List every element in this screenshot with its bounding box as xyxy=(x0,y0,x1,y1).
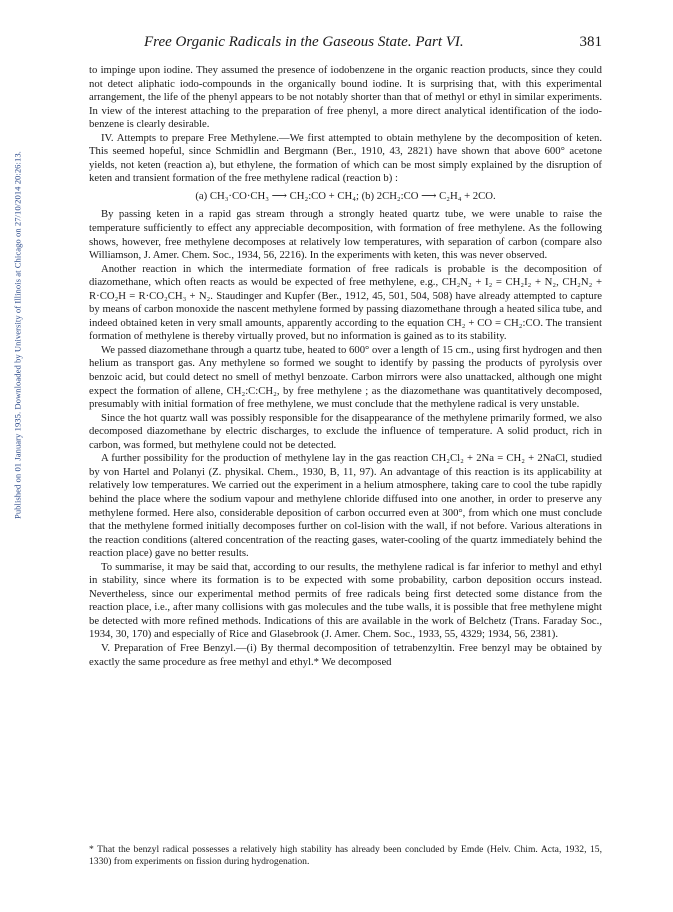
paragraph-quartz-tube: We passed diazomethane through a quartz tube, heated to 600° over a length of 15 cm., using first hydrogen and then helium as transport gas. Any methylene so formed we sought to identify by passing the products of pyrolysis over benzoic acid, but could detect no smell of methyl benzoate. Carbon mirrors were also unattacked, although one might expect the formation of allene, CH₂:C:CH₂, by free methylene ; as the diazomethane was quantitatively decomposed, presumably with initial formation of free methylene, we must conclude that the methylene radical is very unstable. xyxy=(89,343,602,411)
page-header xyxy=(90,34,602,54)
paragraph-summary: To summarise, it may be said that, according to our results, the methylene radical is far inferior to methyl and ethyl in stability, since where its formation is to be expected with some probability, carbon deposition occurs instead. Nevertheless, since our experimental method permits of free radicals being first detected some distance from the reaction place, i.e., after many collisions with gas molecules and the tube walls, it is possible that free methylene might be detected with more refined methods. Indications of this are available in the work of Belchetz (Trans. Faraday Soc., 1934, 30, 170) and especially of Rice and Glasebrook (J. Amer. Chem. Soc., 1933, 55, 4329; 1934, 56, 2381). xyxy=(89,560,602,641)
paragraph-keten: By passing keten in a rapid gas stream through a strongly heated quartz tube, we were unable to raise the temperature sufficiently to effect any appreciable decomposition, with formation of free methylene. As the following shows, however, free methylene decomposes at relatively low temperatures, with separation of carbon (compare also Williamson, J. Amer. Chem. Soc., 1934, 56, 2216). In the experiments with keten, this was never observed. xyxy=(89,208,602,262)
paragraph-sodium-reaction: A further possibility for the production of methylene lay in the gas reaction CH₂Cl₂ + 2Na = CH₂ + 2NaCl, studied by von Hartel and Polanyi (Z. physikal. Chem., 1930, B, 11, 97). An advantage of this reaction is its applicability at relatively low temperatures. We carried out the experiment in a helium atmosphere, taking care to cool the tube rapidly behind the place where the sodium vapour and methylene chloride diffused into one another, in order to preserve any methylene formed. Here also, considerable deposition of carbon occurred even at 300°, from which one must conclude that the methylene formed initially decomposes further on col-lision with the wall, if not before. Various alterations in the reaction conditions (altered concentration of the reacting gases, water-cooling of the quartz immediately behind the reaction place) gave no better results. xyxy=(89,452,602,560)
paragraph-continuation: to impinge upon iodine. They assumed the presence of iodobenzene in the organic reaction products, since they could not detect aliphatic iodo-compounds in the organically bound iodine. It is surprising that, with this experimental arrangement, the life of the phenyl appears to be not notably shorter than that of methyl or ethyl in similar experiments. In view of the interest attaching to the preparation of free phenyl, a more direct analytical identification of the iodo-benzene is clearly desirable. xyxy=(89,64,602,131)
paragraph-section-iv: IV. Attempts to prepare Free Methylene.—We first attempted to obtain methylene by the decomposition of keten. This seemed hopeful, since Schmidlin and Bergmann (Ber., 1910, 43, 2821) have shown that above 600° acetone yields, not keten (reaction a), but ethylene, the formation of which can be most simply explained by the disruption of keten and transient formation of the free methylene radical (reaction b) : xyxy=(89,131,602,185)
article-body xyxy=(89,64,602,669)
download-watermark: Published on 01 January 1935. Downloaded by University of Illinois at Chicago on 27/10/2014 20:26:13. xyxy=(12,151,23,519)
footnote: * That the benzyl radical possesses a relatively high stability has already been concluded by Emde (Helv. Chim. Acta, 1932, 15, 1330) from experiments on fission during hydrogenation. xyxy=(89,844,602,868)
running-title: Free Organic Radicals in the Gaseous State. Part VI. xyxy=(144,34,464,50)
paragraph-section-v: V. Preparation of Free Benzyl.—(i) By thermal decomposition of tetrabenzyltin. Free benzyl may be obtained by exactly the same procedure as free methyl and ethyl.* We decomposed xyxy=(89,641,602,668)
reaction-equation: (a) CH₃·CO·CH₃ ⟶ CH₂:CO + CH₄; (b) 2CH₂:CO ⟶ C₂H₄ + 2CO. xyxy=(195,189,496,202)
paragraph-discharge: Since the hot quartz wall was possibly responsible for the disappearance of the methylene primarily formed, we also decomposed diazomethane by electric discharges, to exclude the influence of temperature. A solid product, rich in carbon, was formed, but methylene could not be detected. xyxy=(89,411,602,451)
paragraph-diazomethane: Another reaction in which the intermediate formation of free radicals is probable is the decomposition of diazomethane, which often reacts as would be expected of free methylene, e.g., CH₂N₂ + I₂ = CH₂I₂ + N₂, CH₂N₂ + R·CO₂H = R·CO₂CH₃ + N₂. Staudinger and Kupfer (Ber., 1912, 45, 501, 504, 508) have already attempted to capture by means of carbon monoxide the nascent methylene formed by passing diazomethane through a heated silica tube, and indeed obtained keten in very small amounts, apparently according to the equation CH₂ + CO = CH₂:CO. The transient formation of methylene is thereby virtually proved, but no information is gained as to its stability. xyxy=(89,262,602,343)
page-number: 381 xyxy=(579,34,602,50)
